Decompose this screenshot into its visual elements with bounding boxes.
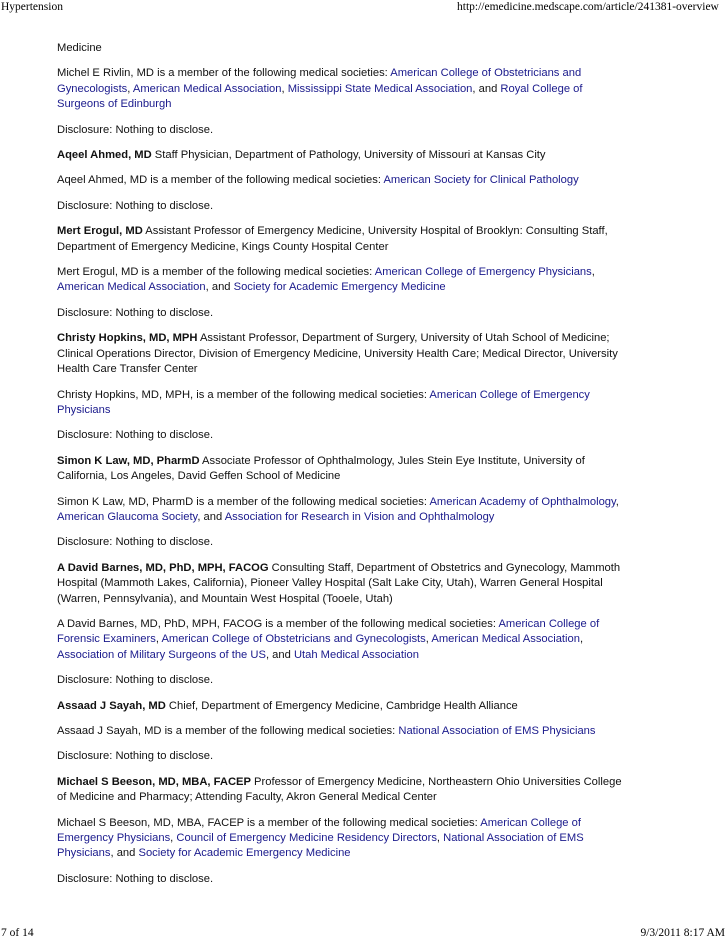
text-run: , and — [197, 510, 225, 523]
society-link[interactable]: Association of Military Surgeons of the US — [57, 648, 266, 661]
source-url[interactable]: http://emedicine.medscape.com/article/241381-overview — [457, 1, 719, 13]
text-run: Simon K Law, MD, PharmD is a member of the following medical societies: — [57, 495, 430, 508]
society-link[interactable]: Society for Academic Emergency Medicine — [138, 847, 351, 860]
society-link[interactable]: American Academy of Ophthalmology — [429, 495, 616, 508]
text-run: Associate Professor of Ophthalmology, Jules Stein Eye Institute, University of California, Los Angeles, David Geffen School of Medicine — [57, 454, 585, 483]
society-link[interactable]: Royal College of Surgeons of Edinburgh — [57, 82, 583, 111]
disclosure — [57, 306, 633, 321]
page-number: 7 of 14 — [1, 927, 34, 939]
society-link[interactable]: National Association of EMS Physicians — [57, 832, 584, 860]
text-run: Michel E Rivlin, MD is a member of the following medical societies: — [57, 67, 391, 80]
society-link[interactable]: American College of Emergency Physicians — [374, 266, 592, 279]
text-run: , and — [472, 82, 501, 95]
text-run: , and — [265, 648, 294, 661]
text-run: , — [436, 832, 444, 845]
society-link[interactable]: Utah Medical Association — [293, 648, 419, 661]
disclosure — [57, 535, 633, 550]
author-entry — [57, 148, 633, 163]
society-link[interactable]: Society for Academic Emergency Medicine — [233, 281, 446, 294]
author-name: Assaad J Sayah, MD — [57, 699, 166, 712]
society-link[interactable]: Association for Research in Vision and Ophthalmology — [224, 510, 495, 523]
disclosure — [57, 199, 633, 214]
author-list — [57, 41, 633, 897]
text-run: A David Barnes, MD, PhD, MPH, FACOG is a member of the following medical societies: — [57, 617, 499, 630]
author-entry — [57, 454, 633, 485]
text-run: Michael S Beeson, MD, MBA, FACEP is a member of the following medical societies: — [57, 816, 481, 829]
text-run: , — [615, 495, 619, 508]
text-run: Medicine — [57, 42, 102, 54]
text-run: Disclosure: Nothing to disclose. — [57, 123, 214, 136]
text-run: Aqeel Ahmed, MD is a member of the following medical societies: — [57, 174, 384, 187]
disclosure — [57, 673, 633, 688]
membership-paragraph — [57, 495, 633, 526]
text-run: Consulting Staff, Department of Obstetrics and Gynecology, Mammoth Hospital (Mammoth Lakes, California), Pioneer Valley Hospital (Salt Lake City, Utah), Warren General Hospital (Warren, Pennsylvania), and Mountain West Hospital (Tooele, Utah) — [57, 561, 621, 605]
text-run: Assistant Professor of Emergency Medicine, University Hospital of Brooklyn: Consulting Staff, Department of Emergency Medicine, Kings County Hospital Center — [57, 225, 608, 253]
membership-paragraph — [57, 724, 633, 739]
author-name: Mert Erogul, MD — [57, 225, 143, 238]
society-link[interactable]: American College of Forensic Examiners — [57, 617, 600, 646]
society-link[interactable]: American College of Obstetricians and Gynecologists — [57, 67, 582, 95]
text-run: Professor of Emergency Medicine, Northeastern Ohio Universities College of Medicine and Pharmacy; Attending Faculty, Akron General Medical Center — [57, 775, 622, 804]
text-run: Staff Physician, Department of Pathology, University of Missouri at Kansas City — [151, 149, 546, 162]
society-link[interactable]: American College of Obstetricians and Gynecologists — [161, 633, 426, 646]
text-run: , — [591, 266, 595, 279]
author-name: A David Barnes, MD, PhD, MPH, FACOG — [57, 561, 269, 574]
paragraph — [57, 41, 633, 56]
text-run: , — [170, 832, 177, 845]
text-run: Chief, Department of Emergency Medicine, Cambridge Health Alliance — [165, 699, 518, 712]
text-run: Assaad J Sayah, MD is a member of the following medical societies: — [57, 725, 399, 737]
text-run: Disclosure: Nothing to disclose. — [57, 199, 214, 212]
text-run: Christy Hopkins, MD, MPH, is a member of the following medical societies: — [57, 388, 430, 401]
society-link[interactable]: American Medical Association — [57, 281, 206, 294]
author-entry — [57, 699, 633, 714]
disclosure — [57, 872, 633, 887]
text-run: , — [425, 633, 432, 646]
text-run: Disclosure: Nothing to disclose. — [57, 674, 214, 687]
society-link[interactable]: American Society for Clinical Pathology — [383, 174, 579, 187]
society-link[interactable]: American College of Emergency Physicians — [57, 388, 590, 416]
text-run: Disclosure: Nothing to disclose. — [57, 429, 214, 442]
disclosure — [57, 749, 633, 764]
text-run: , — [127, 82, 133, 95]
society-link[interactable]: American Medical Association — [132, 82, 282, 95]
author-name: Aqeel Ahmed, MD — [57, 149, 152, 162]
disclosure — [57, 123, 633, 138]
page-header — [0, 0, 728, 14]
membership-paragraph — [57, 265, 633, 296]
author-entry — [57, 775, 633, 806]
text-run: , — [155, 633, 162, 646]
text-run: Disclosure: Nothing to disclose. — [57, 306, 214, 319]
author-entry — [57, 224, 633, 255]
author-entry — [57, 331, 633, 377]
society-link[interactable]: Council of Emergency Medicine Residency Directors — [176, 832, 437, 845]
membership-paragraph — [57, 66, 633, 112]
document-title: Hypertension — [1, 1, 63, 13]
author-name: Simon K Law, MD, PharmD — [57, 454, 200, 467]
membership-paragraph — [57, 816, 633, 862]
society-link[interactable]: National Association of EMS Physicians — [398, 725, 596, 737]
membership-paragraph — [57, 173, 633, 188]
text-run: , — [579, 633, 584, 646]
text-run: , and — [205, 281, 234, 294]
society-link[interactable]: American College of Emergency Physicians — [57, 816, 581, 845]
text-run: , and — [110, 847, 139, 860]
membership-paragraph — [57, 388, 633, 419]
author-name: Michael S Beeson, MD, MBA, FACEP — [57, 775, 251, 788]
membership-paragraph — [57, 617, 633, 663]
society-link[interactable]: American Glaucoma Society — [57, 510, 198, 523]
text-run: , — [281, 82, 288, 95]
page-footer — [0, 926, 728, 940]
author-name: Christy Hopkins, MD, MPH — [57, 332, 198, 345]
text-run: Disclosure: Nothing to disclose. — [57, 750, 214, 763]
author-entry — [57, 561, 633, 607]
disclosure — [57, 428, 633, 443]
print-datetime: 9/3/2011 8:17 AM — [640, 927, 725, 939]
text-run: Assistant Professor, Department of Surgery, University of Utah School of Medicine; Clinical Operations Director, Division of Emergency Medicine, University Health Care; Medical Director, University Health Care Transfer Center — [57, 332, 618, 376]
text-run: Disclosure: Nothing to disclose. — [57, 536, 214, 549]
text-run: Disclosure: Nothing to disclose. — [57, 872, 214, 885]
society-link[interactable]: American Medical Association — [431, 633, 580, 646]
society-link[interactable]: Mississippi State Medical Association — [287, 82, 473, 95]
text-run: Mert Erogul, MD is a member of the following medical societies: — [57, 266, 375, 279]
